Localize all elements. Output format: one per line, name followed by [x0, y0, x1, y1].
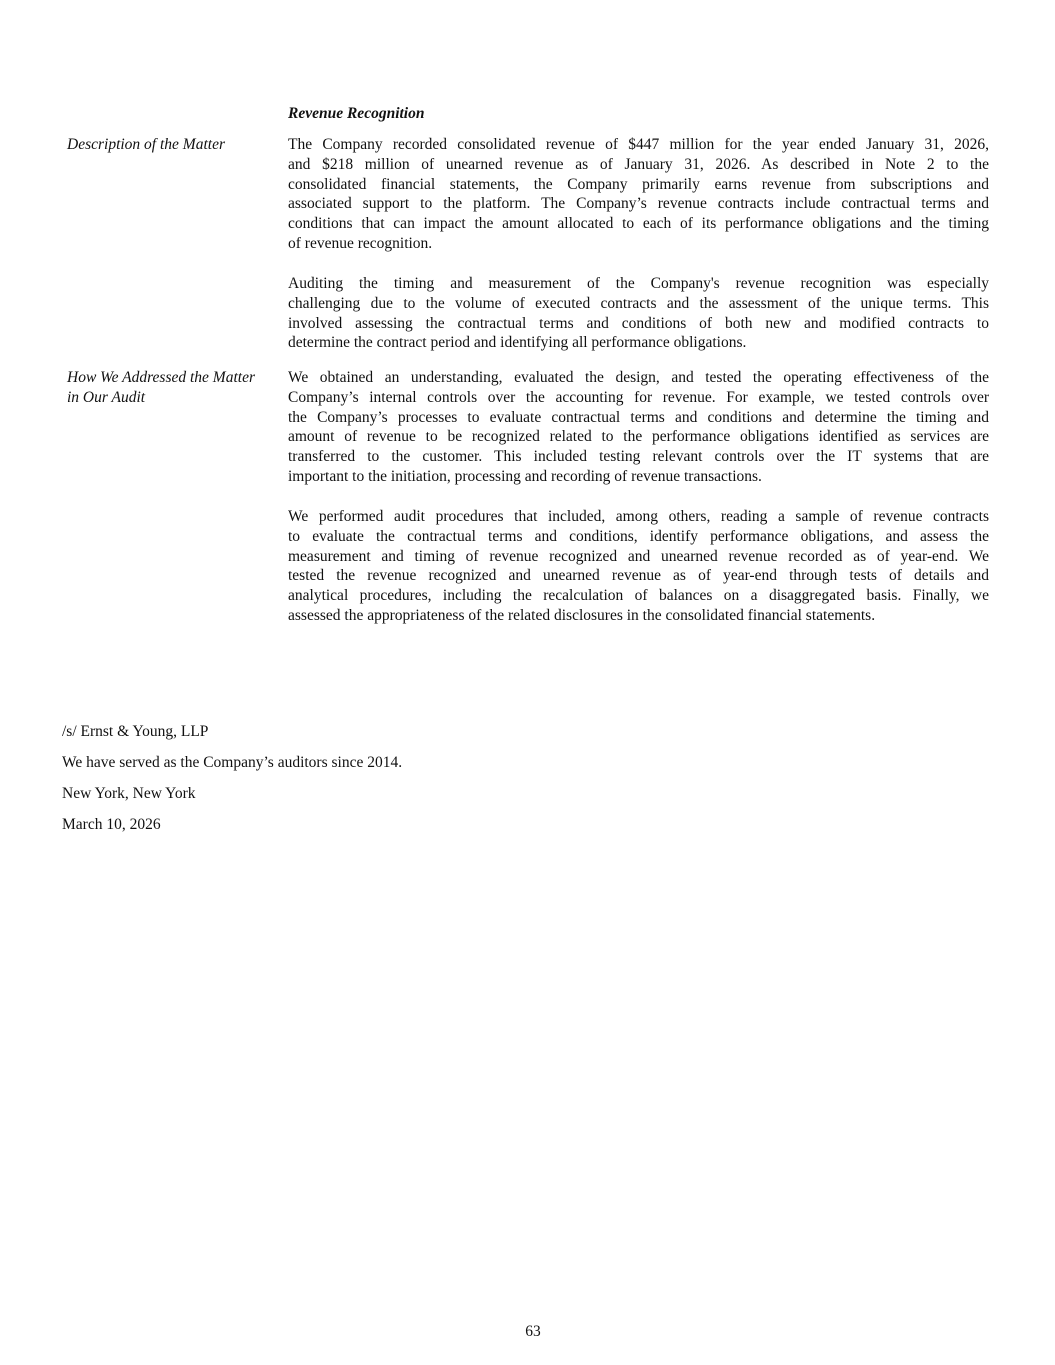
signature-location: New York, New York: [62, 785, 196, 802]
auditor-signature: /s/ Ernst & Young, LLP: [62, 723, 209, 740]
text-line: We performed audit procedures that included, among others, reading a sample of revenue contracts: [288, 508, 989, 525]
text-line: tested the revenue recognized and unearned revenue as of year-end through tests of details and: [288, 567, 989, 585]
addressed-label-line: in Our Audit: [67, 388, 146, 406]
text-line: determine the contract period and identifying all performance obligations.: [288, 334, 747, 352]
text-line: and $218 million of unearned revenue as of January 31, 2026. As described in Note 2 to the: [288, 155, 989, 173]
text-line: transferred to the customer. This included testing relevant controls over the IT systems that are: [288, 448, 989, 466]
text-line: analytical procedures, including the recalculation of balances on a disaggregated basis. Finally, we: [288, 587, 989, 605]
text-line: amount of revenue to be recognized related to the performance obligations identified as services are: [288, 428, 989, 446]
addressed-paragraph-1: [288, 368, 989, 487]
addressed-label-line: How We Addressed the Matter: [67, 369, 255, 386]
description-label-line: Description of the Matter: [67, 136, 225, 153]
addressed-label: [67, 368, 287, 408]
auditor-tenure: We have served as the Company’s auditors since 2014.: [62, 754, 403, 771]
text-line: consolidated financial statements, the Company primarily earns revenue from subscriptions and: [288, 175, 989, 193]
text-line: challenging due to the volume of executed contracts and the assessment of the unique terms. This: [288, 294, 989, 312]
text-line: important to the initiation, processing and recording of revenue transactions.: [288, 467, 762, 485]
text-line: The Company recorded consolidated revenue of $447 million for the year ended January 31, 2026,: [288, 136, 989, 153]
text-line: of revenue recognition.: [288, 234, 433, 252]
text-line: conditions that can impact the amount allocated to each of its performance obligations and the timing: [288, 215, 989, 233]
text-line: Auditing the timing and measurement of the Company's revenue recognition was especially: [288, 275, 989, 292]
text-line: We obtained an understanding, evaluated the design, and tested the operating effectiveness of the: [288, 369, 989, 386]
description-label: [67, 135, 287, 155]
text-line: measurement and timing of revenue recognized and unearned revenue recorded as of year-end. We: [288, 547, 989, 565]
text-line: to evaluate the contractual terms and conditions, identify performance obligations, and assess the: [288, 527, 989, 545]
page-number: 63: [525, 1323, 541, 1340]
section-heading: Revenue Recognition: [288, 105, 425, 122]
signature-date: March 10, 2026: [62, 816, 161, 833]
text-line: assessed the appropriateness of the related disclosures in the consolidated financial statements.: [288, 606, 876, 624]
text-line: the Company’s processes to evaluate contractual terms and conditions and determine the timing and: [288, 408, 989, 426]
text-line: Company’s internal controls over the accounting for revenue. For example, we tested controls over: [288, 388, 989, 406]
description-paragraph-2: [288, 274, 989, 353]
addressed-paragraph-2: [288, 507, 989, 626]
text-line: associated support to the platform. The Company’s revenue contracts include contractual terms and: [288, 195, 989, 213]
text-line: involved assessing the contractual terms and conditions of both new and modified contracts to: [288, 314, 989, 332]
description-paragraph-1: [288, 135, 989, 254]
